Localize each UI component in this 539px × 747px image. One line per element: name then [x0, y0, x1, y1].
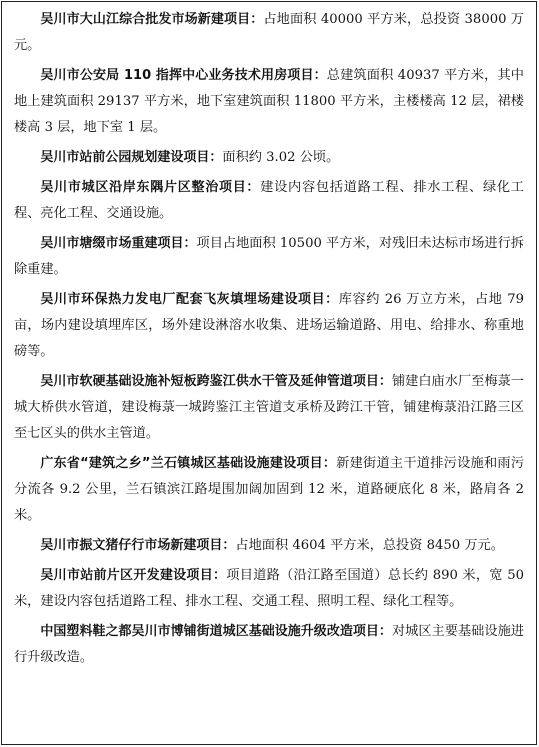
project-name: 广东省“建筑之乡”兰石镇城区基础设施建设项目：	[40, 456, 337, 471]
project-name: 吴川市软硬基础设施补短板跨鉴江供水干管及延伸管道项目：	[40, 374, 392, 389]
project-item	[14, 533, 524, 559]
project-description: 面积约 3.02 公顷。	[222, 150, 340, 165]
project-item	[14, 175, 524, 227]
project-item	[14, 619, 524, 671]
project-name: 吴川市环保热力发电厂配套飞灰填埋场建设项目：	[40, 292, 339, 307]
project-name: 吴川市站前片区开发建设项目：	[40, 568, 227, 583]
project-description: 建设内容包括道路工程、排水工程、绿化工程、亮化工程、交通设施。	[14, 180, 524, 221]
project-description: 库容约 26 万立方米，占地 79 亩，场内建设填埋库区，场外建设淋溶水收集、进场运输道路、用电、给排水、称重地磅等。	[14, 292, 524, 359]
project-name: 中国塑料鞋之都吴川市博铺街道城区基础设施升级改造项目：	[40, 624, 392, 639]
project-description: 新建街道主干道排污设施和雨污分流各 9.2 公里，兰石镇滨江路堤围加阔加固到 12 米，道路硬底化 8 米，路肩各 2 米。	[14, 456, 525, 523]
project-description: 总建筑面积 40937 平方米，其中地上建筑面积 29137 平方米，地下室建筑面积 11800 平方米，主楼楼高 12 层，裙楼楼高 3 层，地下室 1 层。	[14, 68, 524, 135]
project-item	[14, 287, 524, 365]
project-item	[14, 231, 524, 283]
project-description: 铺建白庙水厂至梅菉一城大桥供水管道，建设梅菉一城跨鉴江主管道支承桥及跨江干管，铺建梅菉沿江路三区至七区头的供水主管道。	[14, 374, 524, 441]
project-name: 吴川市大山江综合批发市场新建项目：	[40, 12, 264, 27]
project-description: 项目占地面积 10500 平方米，对残旧未达标市场进行拆除重建。	[14, 236, 524, 277]
project-item	[14, 451, 524, 529]
project-name: 吴川市公安局 110 指挥中心业务技术用房项目：	[40, 68, 327, 83]
project-name: 吴川市振文猪仔行市场新建项目：	[40, 538, 236, 553]
project-name: 吴川市塘缀市场重建项目：	[40, 236, 197, 251]
project-list-frame	[1, 1, 537, 745]
project-description: 项目道路（沿江路至国道）总长约 890 米，宽 50 米，建设内容包括道路工程、排水工程、交通工程、照明工程、绿化工程等。	[14, 568, 524, 609]
project-description: 对城区主要基础设施进行升级改造。	[14, 624, 524, 665]
project-description: 占地面积 40000 平方米，总投资 38000 万元。	[14, 12, 524, 53]
project-description: 占地面积 4604 平方米，总投资 8450 万元。	[235, 538, 504, 553]
project-item	[14, 63, 524, 141]
project-item	[14, 369, 524, 447]
project-item	[14, 145, 524, 171]
project-name: 吴川市城区沿岸东隅片区整治项目：	[40, 180, 261, 195]
project-item	[14, 563, 524, 615]
project-name: 吴川市站前公园规划建设项目：	[40, 150, 223, 165]
project-item	[14, 7, 524, 59]
